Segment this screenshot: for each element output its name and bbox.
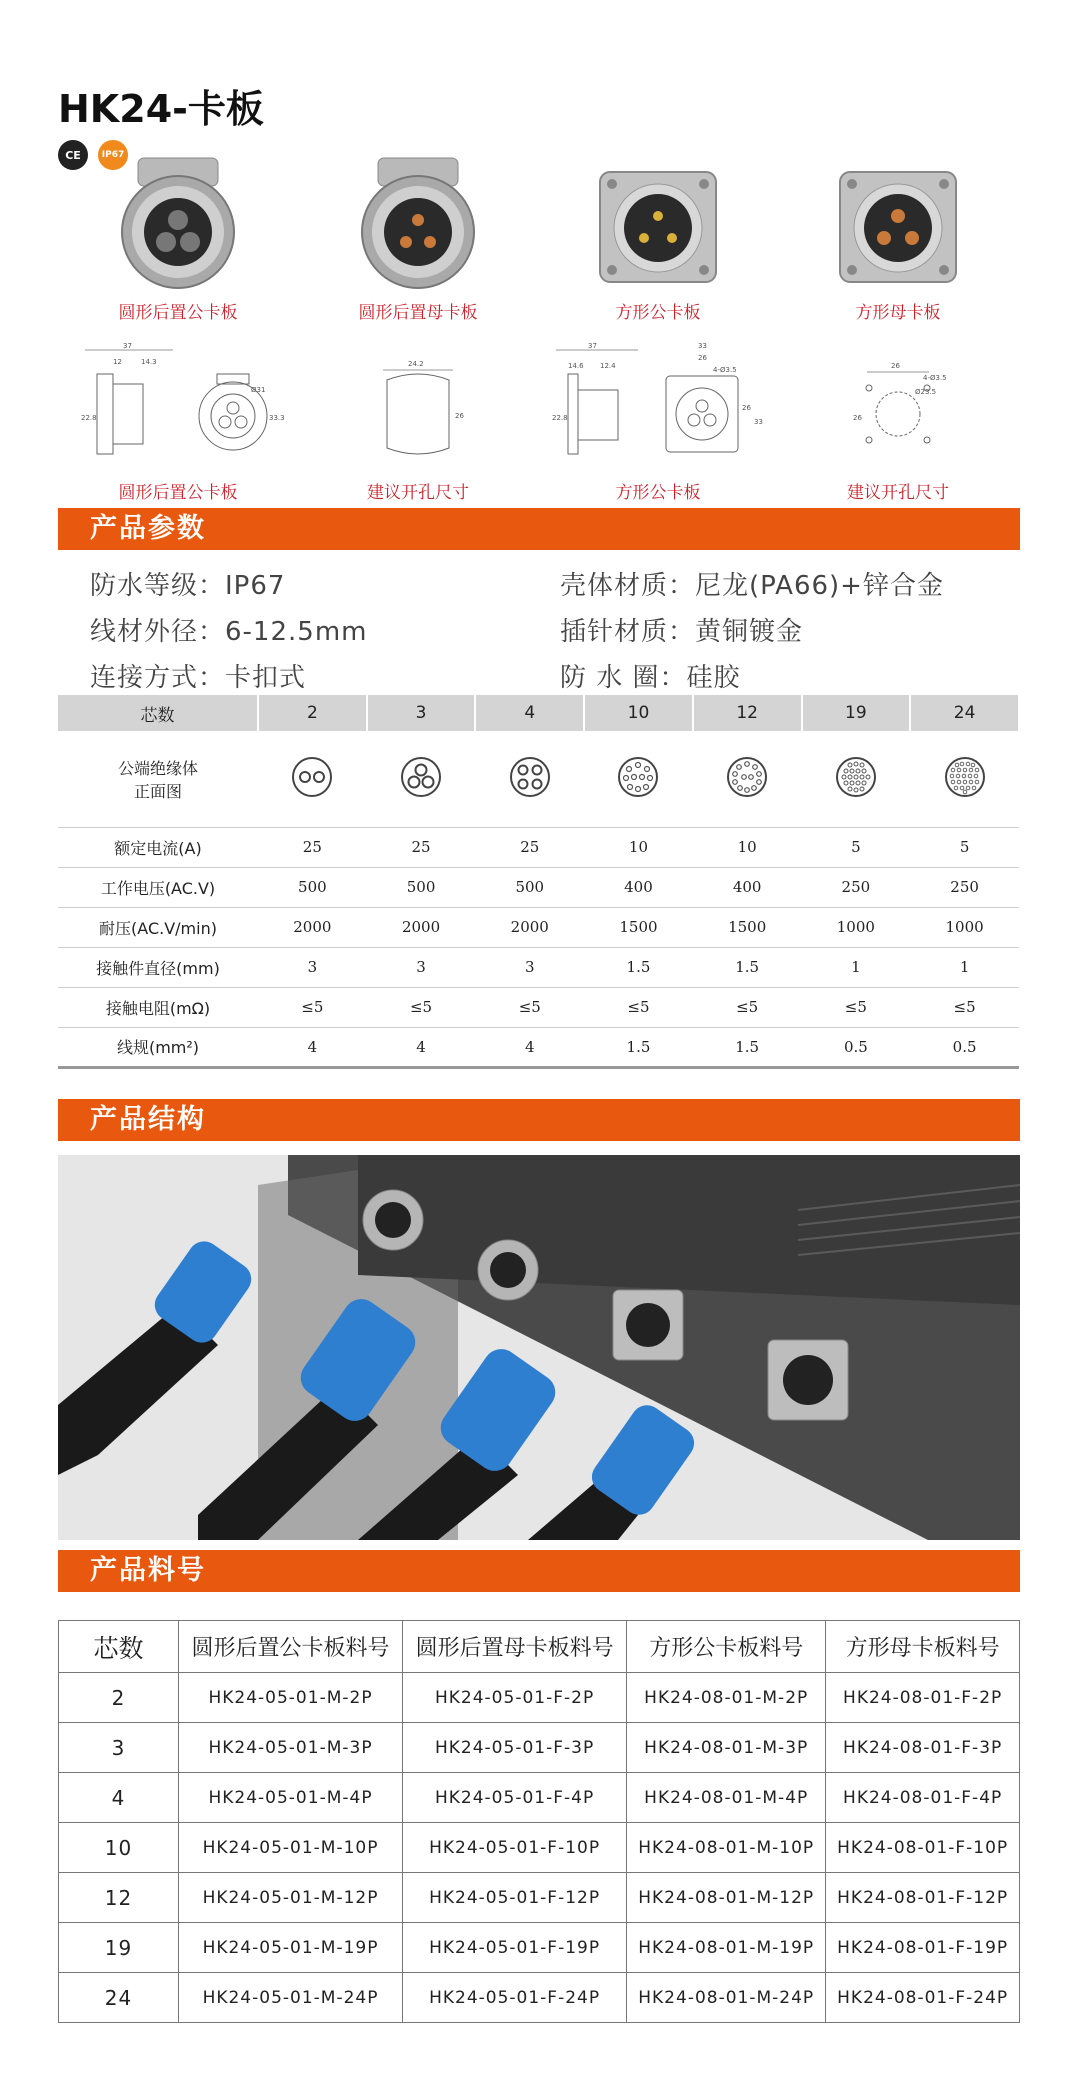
pin-layout-2-icon <box>258 731 367 827</box>
product-square-male <box>538 150 778 323</box>
spec-cell: ≤5 <box>258 987 367 1027</box>
spec-cell: ≤5 <box>693 987 802 1027</box>
spec-core: 2 <box>258 695 367 731</box>
drawing-caption: 建议开孔尺寸 <box>367 483 469 503</box>
spec-cell: ≤5 <box>475 987 584 1027</box>
spec-row-label: 接触件直径(mm) <box>58 947 258 987</box>
param-item: 防水等级：IP67 <box>90 571 286 601</box>
partno-cell: HK24-08-01-F-12P <box>826 1873 1020 1923</box>
spec-cell: 25 <box>367 827 476 867</box>
round-male-connector-image <box>103 150 253 290</box>
spec-cell: 400 <box>693 867 802 907</box>
partno-cell: 12 <box>59 1873 179 1923</box>
square-cutout-drawing <box>798 340 998 470</box>
partno-cell: HK24-08-01-F-10P <box>826 1823 1020 1873</box>
spec-row-label: 额定电流(A) <box>58 827 258 867</box>
drawing-row <box>58 340 1018 503</box>
param-item: 壳体材质：尼龙(PA66)+锌合金 <box>560 571 944 601</box>
partno-header: 圆形后置公卡板料号 <box>179 1621 403 1673</box>
partno-cell: 19 <box>59 1923 179 1973</box>
partno-cell: HK24-05-01-M-19P <box>179 1923 403 1973</box>
spec-row <box>58 947 1019 987</box>
spec-cell: 1.5 <box>584 1027 693 1067</box>
dim-label: 4-Ø3.5 <box>923 374 947 382</box>
spec-cell: 5 <box>910 827 1019 867</box>
partno-cell: 10 <box>59 1823 179 1873</box>
partno-cell: 2 <box>59 1673 179 1723</box>
param-item: 线材外径：6-12.5mm <box>90 617 368 647</box>
pin-layout-4-icon <box>475 731 584 827</box>
partno-cell: HK24-05-01-F-24P <box>403 1973 627 2023</box>
spec-cell: 400 <box>584 867 693 907</box>
square-male-drawing <box>552 340 763 470</box>
param-list <box>90 565 990 694</box>
spec-cell: 1000 <box>802 907 911 947</box>
param-item: 连接方式：卡扣式 <box>90 663 307 693</box>
drawing-caption: 建议开孔尺寸 <box>847 483 949 503</box>
spec-core: 19 <box>802 695 911 731</box>
partno-cell: HK24-08-01-F-24P <box>826 1973 1020 2023</box>
partno-header: 方形母卡板料号 <box>826 1621 1020 1673</box>
spec-cell: 1500 <box>584 907 693 947</box>
pin-layout-19-icon <box>802 731 911 827</box>
partno-cell: HK24-05-01-F-12P <box>403 1873 627 1923</box>
pin-layout-10-icon <box>584 731 693 827</box>
partno-cell: HK24-05-01-F-3P <box>403 1723 627 1773</box>
partno-cell: HK24-08-01-F-3P <box>826 1723 1020 1773</box>
spec-row <box>58 867 1019 907</box>
drawing-caption: 圆形后置公卡板 <box>118 483 238 503</box>
spec-cell: 5 <box>802 827 911 867</box>
spec-cell: 1.5 <box>584 947 693 987</box>
spec-core: 4 <box>475 695 584 731</box>
spec-cell: 3 <box>475 947 584 987</box>
partno-cell: HK24-05-01-M-10P <box>179 1823 403 1873</box>
partno-cell: HK24-08-01-F-19P <box>826 1923 1020 1973</box>
spec-cell: 250 <box>802 867 911 907</box>
spec-cell: ≤5 <box>367 987 476 1027</box>
drawing-round-cutout <box>298 340 538 503</box>
partno-header: 圆形后置母卡板料号 <box>403 1621 627 1673</box>
partno-cell: HK24-05-01-M-12P <box>179 1873 403 1923</box>
spec-cell: 500 <box>367 867 476 907</box>
spec-cell: 2000 <box>475 907 584 947</box>
partno-cell: HK24-08-01-M-24P <box>627 1973 826 2023</box>
round-female-connector-image <box>343 150 493 290</box>
spec-cell: 1 <box>910 947 1019 987</box>
spec-face-label <box>58 731 258 827</box>
pin-layout-24-icon <box>910 731 1019 827</box>
spec-row <box>58 827 1019 867</box>
product-caption: 圆形后置母卡板 <box>358 303 478 323</box>
partno-header: 芯数 <box>59 1621 179 1673</box>
product-square-female <box>778 150 1018 323</box>
dim-label: 26 <box>853 414 862 422</box>
partno-cell: HK24-08-01-F-2P <box>826 1673 1020 1723</box>
partno-cell: HK24-08-01-M-4P <box>627 1773 826 1823</box>
partno-cell: HK24-05-01-F-19P <box>403 1923 627 1973</box>
ce-badge-icon: CE <box>58 140 88 170</box>
spec-cell: 1500 <box>693 907 802 947</box>
partno-cell: HK24-08-01-F-4P <box>826 1773 1020 1823</box>
square-female-connector-image <box>823 150 973 290</box>
dim-label: 14.6 <box>568 362 584 370</box>
face-label-line: 公端绝缘体 <box>117 758 198 778</box>
partno-cell: HK24-05-01-F-4P <box>403 1773 627 1823</box>
partno-cell: HK24-05-01-F-2P <box>403 1673 627 1723</box>
partno-cell: HK24-05-01-F-10P <box>403 1823 627 1873</box>
dim-label: 26 <box>455 412 464 420</box>
product-caption: 方形母卡板 <box>855 303 941 323</box>
spec-core: 24 <box>910 695 1019 731</box>
face-label-line: 正面图 <box>133 781 182 801</box>
pin-layout-12-icon <box>693 731 802 827</box>
dim-label: 33 <box>698 342 707 350</box>
product-caption: 圆形后置公卡板 <box>118 303 238 323</box>
spec-cell: 500 <box>258 867 367 907</box>
dim-label: 33 <box>754 418 763 426</box>
partno-row <box>59 1923 1020 1973</box>
partno-row <box>59 1973 1020 2023</box>
dim-label: 24.2 <box>408 360 424 368</box>
dim-label: Ø31 <box>251 386 266 394</box>
dim-label: Ø23.5 <box>915 388 937 396</box>
spec-cell: 1000 <box>910 907 1019 947</box>
drawing-round-male <box>58 340 298 503</box>
partno-header: 方形公卡板料号 <box>627 1621 826 1673</box>
section-header-partno: 产品料号 <box>58 1550 1020 1592</box>
dim-label: 33.3 <box>269 414 285 422</box>
dim-label: 22.8 <box>81 414 97 422</box>
spec-cell: 1 <box>802 947 911 987</box>
spec-cell: 250 <box>910 867 1019 907</box>
dim-label: 37 <box>123 342 132 350</box>
partno-cell: HK24-08-01-M-19P <box>627 1923 826 1973</box>
partno-header-row <box>59 1621 1020 1673</box>
dim-label: 26 <box>698 354 707 362</box>
param-item: 防 水 圈：硅胶 <box>560 663 741 693</box>
spec-cell: ≤5 <box>910 987 1019 1027</box>
drawing-square-cutout <box>778 340 1018 503</box>
spec-row-label: 接触电阻(mΩ) <box>58 987 258 1027</box>
partno-table <box>58 1620 1020 2023</box>
spec-cell: 2000 <box>367 907 476 947</box>
spec-cell: ≤5 <box>802 987 911 1027</box>
product-round-male <box>58 150 298 323</box>
spec-cell: 2000 <box>258 907 367 947</box>
spec-core: 10 <box>584 695 693 731</box>
structure-photo <box>58 1155 1020 1540</box>
spec-row-label: 工作电压(AC.V) <box>58 867 258 907</box>
spec-cell: 0.5 <box>802 1027 911 1067</box>
square-male-connector-image <box>583 150 733 290</box>
spec-core: 12 <box>693 695 802 731</box>
spec-cell: 4 <box>475 1027 584 1067</box>
dim-label: 26 <box>891 362 900 370</box>
partno-row <box>59 1873 1020 1923</box>
spec-cell: 3 <box>367 947 476 987</box>
partno-cell: HK24-05-01-M-4P <box>179 1773 403 1823</box>
spec-cell: 1.5 <box>693 1027 802 1067</box>
section-header-params: 产品参数 <box>58 508 1020 550</box>
round-cutout-drawing <box>318 340 518 470</box>
spec-cell: 1.5 <box>693 947 802 987</box>
partno-row <box>59 1673 1020 1723</box>
round-male-drawing <box>78 340 285 470</box>
partno-cell: HK24-05-01-M-24P <box>179 1973 403 2023</box>
partno-row <box>59 1823 1020 1873</box>
spec-cell: 10 <box>584 827 693 867</box>
spec-cell: 500 <box>475 867 584 907</box>
dim-label: 22.8 <box>552 414 568 422</box>
dim-label: 12.4 <box>600 362 616 370</box>
pin-layout-3-icon <box>367 731 476 827</box>
ip67-badge-icon: IP67 <box>98 140 128 170</box>
partno-cell: HK24-08-01-M-3P <box>627 1723 826 1773</box>
product-caption: 方形公卡板 <box>615 303 701 323</box>
spec-face-row <box>58 731 1019 827</box>
spec-cell: 10 <box>693 827 802 867</box>
spec-row-label: 线规(mm²) <box>58 1027 258 1067</box>
spec-table <box>58 695 1020 1069</box>
spec-row <box>58 987 1019 1027</box>
spec-cell: ≤5 <box>584 987 693 1027</box>
partno-cell: HK24-08-01-M-2P <box>627 1673 826 1723</box>
partno-cell: HK24-08-01-M-10P <box>627 1823 826 1873</box>
drawing-caption: 方形公卡板 <box>615 483 701 503</box>
spec-row <box>58 1027 1019 1067</box>
dim-label: 12 <box>113 358 122 366</box>
spec-row <box>58 907 1019 947</box>
partno-row <box>59 1773 1020 1823</box>
dim-label: 26 <box>742 404 751 412</box>
partno-cell: HK24-08-01-M-12P <box>627 1873 826 1923</box>
dim-label: 14.3 <box>141 358 157 366</box>
spec-header-label: 芯数 <box>58 695 258 731</box>
spec-cell: 3 <box>258 947 367 987</box>
spec-row-label: 耐压(AC.V/min) <box>58 907 258 947</box>
partno-cell: 4 <box>59 1773 179 1823</box>
dim-label: 4-Ø3.5 <box>713 366 737 374</box>
partno-row <box>59 1723 1020 1773</box>
spec-cell: 25 <box>475 827 584 867</box>
product-round-female <box>298 150 538 323</box>
spec-header-row <box>58 695 1019 731</box>
partno-cell: HK24-05-01-M-3P <box>179 1723 403 1773</box>
partno-cell: 3 <box>59 1723 179 1773</box>
product-photo-row <box>58 150 1018 323</box>
param-item: 插针材质：黄铜镀金 <box>560 617 804 647</box>
drawing-square-male <box>538 340 778 503</box>
spec-cell: 4 <box>367 1027 476 1067</box>
spec-cell: 25 <box>258 827 367 867</box>
spec-core: 3 <box>367 695 476 731</box>
page-title: HK24-卡板 <box>58 87 264 131</box>
spec-cell: 0.5 <box>910 1027 1019 1067</box>
partno-cell: 24 <box>59 1973 179 2023</box>
spec-cell: 4 <box>258 1027 367 1067</box>
partno-cell: HK24-05-01-M-2P <box>179 1673 403 1723</box>
dim-label: 37 <box>588 342 597 350</box>
section-header-structure: 产品结构 <box>58 1099 1020 1141</box>
